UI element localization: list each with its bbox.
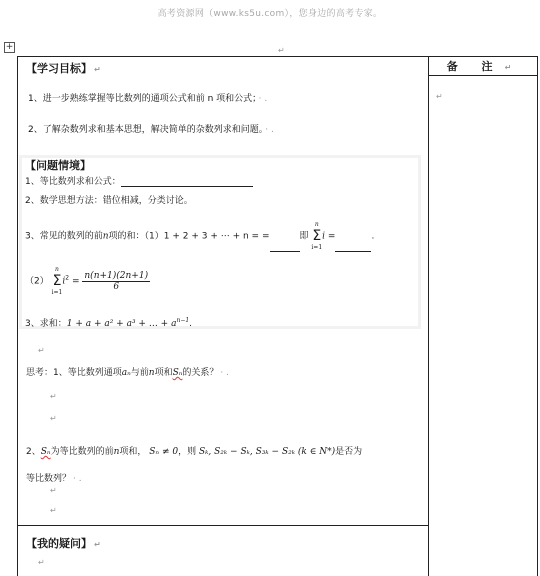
paragraph-mark: ↵ [50,486,57,495]
situation-item-4: （2） n Σ i=1 $i^2$ = $\frac{n(n+1)(2n+1)}{6}$ [25,266,149,296]
situation-item-3: 3、常见的数列的前n项的和：（1）1 + 2 + 3 + ⋯ + n = = 即 n Σ i=1 i = . [25,221,375,251]
objectives-heading: 【学习目标】 ↵ [26,62,101,75]
situation-heading: 【问题情境】 [25,159,91,172]
paragraph-mark: ↵ [38,558,45,567]
table-left-border [17,56,18,576]
table-middle-border [428,56,429,576]
paragraph-mark: ↵ [50,392,57,401]
header-watermark: 高考资源网（www.ks5u.com），您身边的高考专家。 [157,9,383,19]
table-move-handle-icon[interactable]: + [5,42,14,52]
think-question-2: 2、Sₙ为等比数列的前n项和， Sₙ ≠ 0，则 Sₖ, S₂ₖ − Sₖ, S₃ₖ − S₂ₖ (k ∈ N*)是否为 [26,447,363,457]
notes-header-border [428,75,538,76]
think-question-1: 思考：1、等比数列通项aₙ与前n项和Sₙ的关系？ · . [26,368,230,378]
situation-item-1: 1、等比数列求和公式： [25,174,253,187]
notes-paragraph-mark: ↵ [436,92,443,101]
paragraph-mark: ↵ [50,414,57,423]
notes-column-header: 备 注 ↵ [446,60,522,73]
objective-2: 2、了解杂数列求和基本思想，解决简单的杂数列求和问题。 · . [28,125,274,135]
paragraph-mark: ↵ [50,506,57,515]
summation-symbol: n Σ i=1 [311,221,323,251]
doubts-section-border [17,525,428,526]
paragraph-mark: ↵ [278,46,285,55]
table-right-border [537,56,538,576]
table-top-border [17,56,538,57]
situation-item-2: 2、数学思想方法：错位相减，分类讨论。 [25,196,193,206]
objective-1: 1、进一步熟练掌握等比数列的通项公式和前 n 项和公式； · . [28,94,268,104]
paragraph-mark: ↵ [38,346,45,355]
doubts-heading: 【我的疑问】 ↵ [26,537,101,550]
think-question-2-line-2: 等比数列？ · . [26,474,82,484]
summation-symbol-2: n Σ i=1 [51,266,63,296]
sum-of-squares-fraction: $\frac{n(n+1)(2n+1)}{6}$ [84,270,149,292]
situation-item-5: 3、求和：1 + a + a² + a³ + … + $a^{n-1}$. [25,317,193,329]
